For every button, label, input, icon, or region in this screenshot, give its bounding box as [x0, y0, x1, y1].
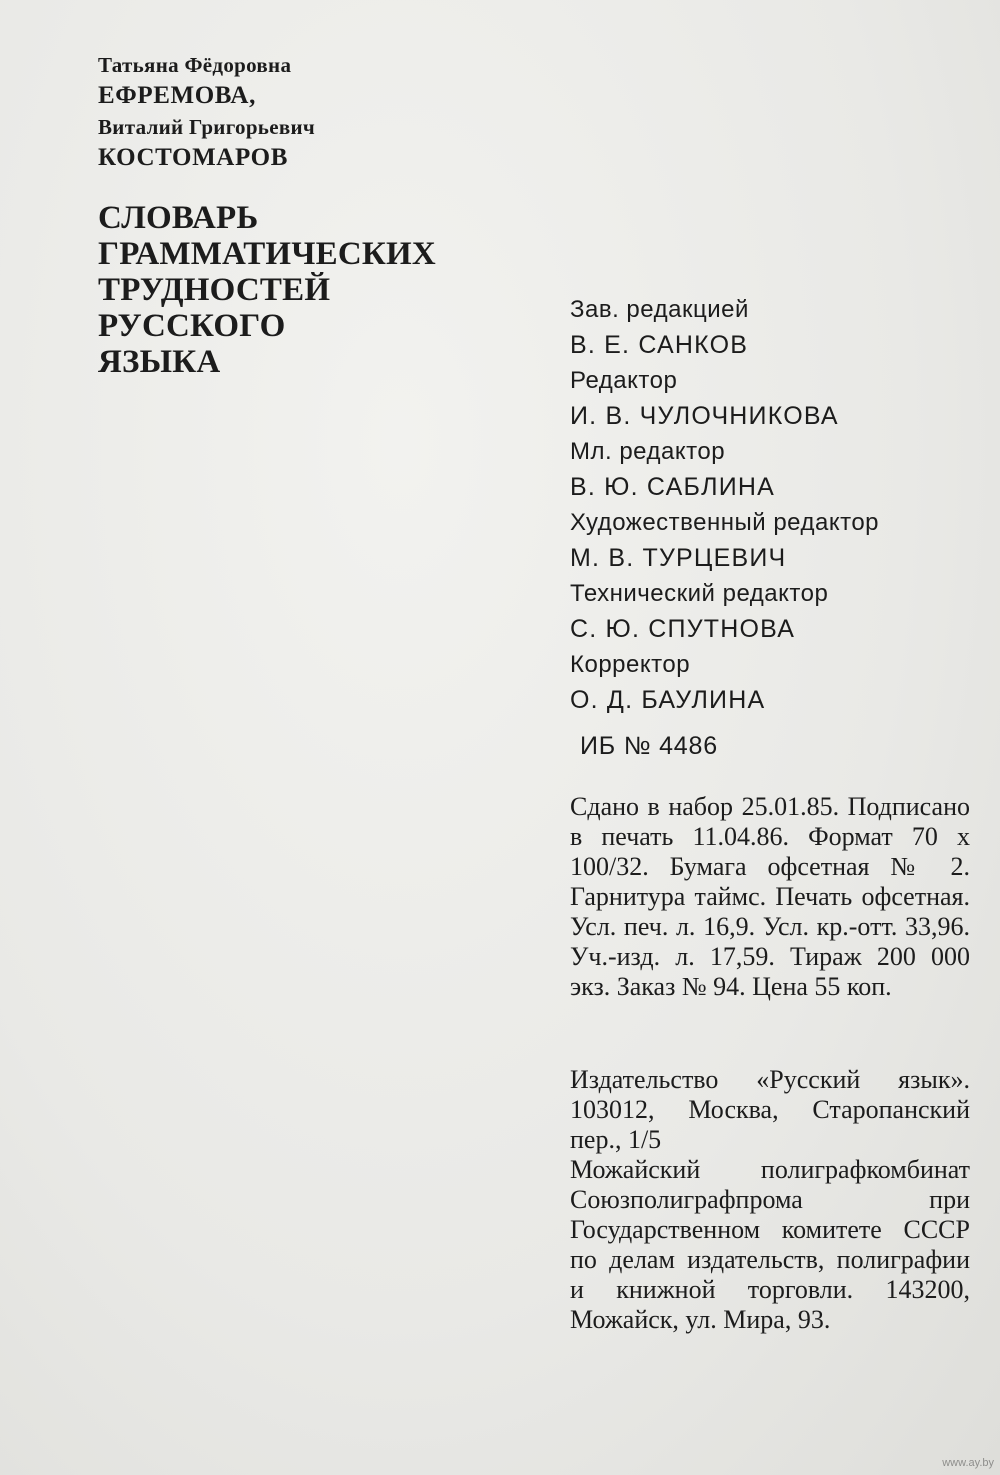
title-line: ЯЗЫКА [98, 344, 221, 380]
authors-block [98, 50, 315, 174]
printer-info: Можайский полиграфкомбинат Союзполиграфпрома при Государственном комитете СССР по делам издательств, полиграфии и книжной торговли. 143200, Можайск, ул. Мира, 93. [570, 1155, 970, 1334]
author-2-surname: КОСТОМАРОВ [98, 144, 288, 171]
credit-role: Редактор [570, 367, 678, 394]
author-2-name: Виталий Григорьевич [98, 115, 316, 139]
publisher-info: Издательство «Русский язык». 103012, Москва, Старопанский пер., 1/5 [570, 1065, 970, 1154]
credit-person: С. Ю. СПУТНОВА [570, 615, 796, 643]
title-line: ГРАММАТИЧЕСКИХ [98, 236, 436, 272]
title-line: СЛОВАРЬ [98, 200, 259, 236]
credit-person: И. В. ЧУЛОЧНИКОВА [570, 402, 839, 430]
credit-role: Художественный редактор [570, 509, 880, 536]
book-title [98, 200, 436, 380]
credit-person: В. Ю. САБЛИНА [570, 473, 776, 501]
title-line: ТРУДНОСТЕЙ [98, 272, 331, 308]
credit-person: М. В. ТУРЦЕВИЧ [570, 544, 787, 572]
credit-person: В. Е. САНКОВ [570, 331, 749, 359]
title-line: РУССКОГО [98, 308, 286, 344]
ib-number: ИБ № 4486 [580, 732, 718, 760]
credit-role: Технический редактор [570, 580, 829, 607]
credit-role: Корректор [570, 651, 691, 678]
credit-role: Мл. редактор [570, 438, 726, 465]
watermark: www.ay.by [942, 1457, 994, 1469]
credit-person: О. Д. БАУЛИНА [570, 686, 766, 714]
print-info: Сдано в набор 25.01.85. Подписано в печать 11.04.86. Формат 70 x 100/32. Бумага офсетная № 2. Гарнитура таймс. Печать офсетная. Усл. печ. л. 16,9. Усл. кр.-отт. 33,96. Уч.-изд. л. 17,59. Тираж 200 000 экз. Заказ № 94. Цена 55 коп. [570, 792, 970, 1001]
credits-list [570, 292, 970, 718]
author-1-surname: ЕФРЕМОВА, [98, 82, 256, 109]
author-1-name: Татьяна Фёдоровна [98, 53, 292, 77]
credit-role: Зав. редакцией [570, 296, 749, 323]
